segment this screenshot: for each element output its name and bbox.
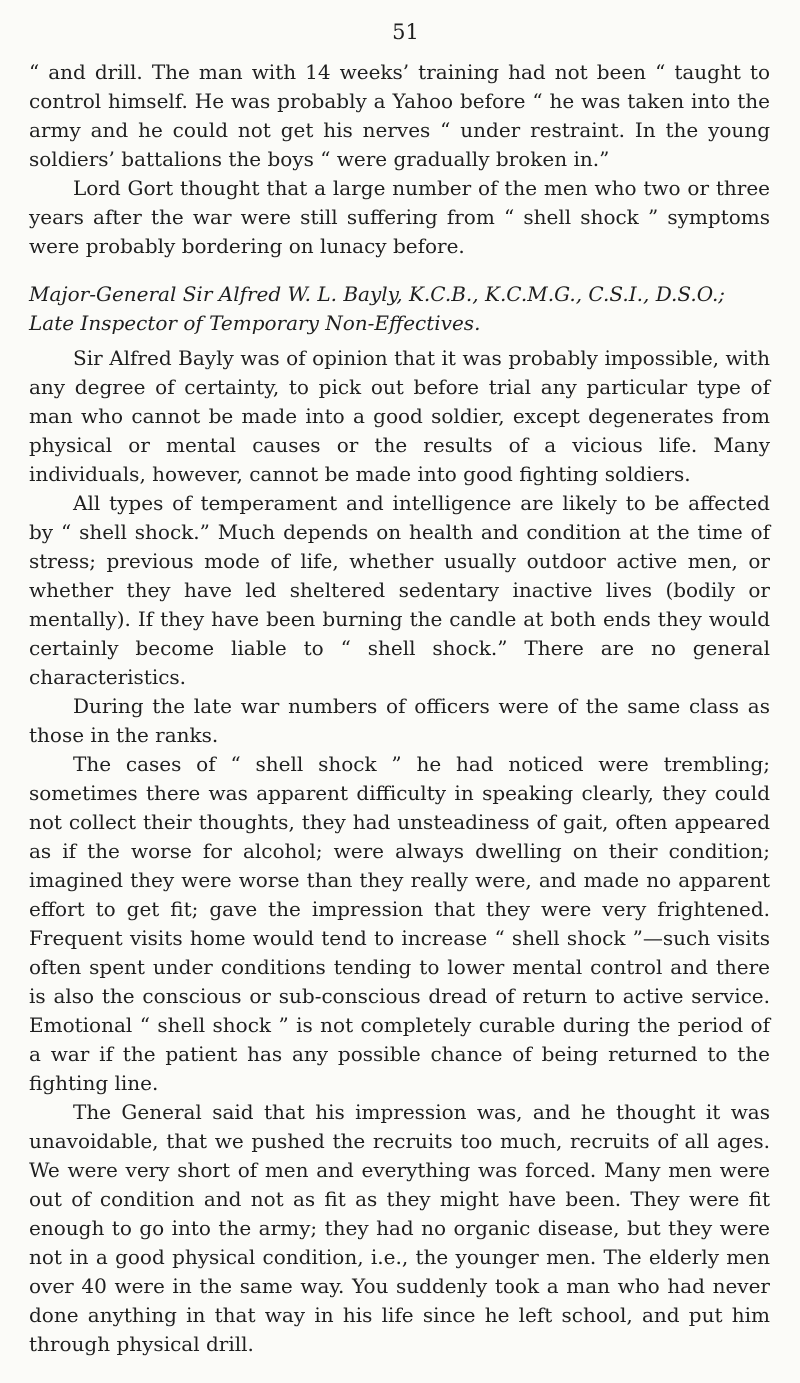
paragraph-general-impression: The General said that his impression was, and he thought it was unavoidable, that we pushed the recruits too much, recruits of all ages. We were very short of men and everything was forced. Many men were out of condition and not as fit as they might have been. They were fit enough to go into the army; they had no organic disease, but they were not in a good physical condition, i.e., the younger men. The elderly men over 40 were in the same way. You suddenly took a man who had never done anything in that way in his life since he left school, and put him through physical drill. xyxy=(29,1100,770,1356)
paragraph-officers: During the late war numbers of officers were of the same class as those in the ranks. xyxy=(29,694,770,747)
page-number: 51 xyxy=(392,20,419,44)
paragraph-lord-gort: Lord Gort thought that a large number of the men who two or three years after the war were still suffering from “ shell shock ” symptoms were probably bordering on lunacy before. xyxy=(29,176,770,258)
paragraph-temperament: All types of temperament and intelligence are likely to be affected by “ shell shock.” Much depends on health and condition at the time of stress; previous mode of life, whether usually outdoor active men, or whether they have led sheltered sedentary inactive lives (bodily or mentally). If they have been burning the candle at both ends they would certainly become liable to “ shell shock.” There are no general characteristics. xyxy=(29,491,770,689)
paragraph-symptoms: The cases of “ shell shock ” he had noticed were trembling; sometimes there was apparent difficulty in speaking clearly, they could not collect their thoughts, they had unsteadiness of gait, often appeared as if the worse for alcohol; were always dwelling on their condition; imagined they were worse than they really were, and made no apparent effort to get fit; gave the impression that they were very frightened. Frequent visits home would tend to increase “ shell shock ”—such visits often spent under conditions tending to lower mental control and there is also the conscious or sub-conscious dread of return to active service. Emotional “ shell shock ” is not completely curable during the period of a war if the patient has any possible chance of being returned to the fighting line. xyxy=(29,752,770,1095)
paragraph-bayly-opinion: Sir Alfred Bayly was of opinion that it was probably impossible, with any degree of certainty, to pick out before trial any particular type of man who cannot be made into a good soldier, except degenerates from physical or mental causes or the results of a vicious life. Many individuals, however, cannot be made into good fighting soldiers. xyxy=(29,346,770,486)
witness-heading: Major-General Sir Alfred W. L. Bayly, K.C.B., K.C.M.G., C.S.I., D.S.O.; Late Inspector of Temporary Non-Effectives. xyxy=(29,282,726,335)
paragraph-quote-continuation: “ and drill. The man with 14 weeks’ training had not been “ taught to control himself. He was probably a Yahoo before “ he was taken into the army and he could not get his nerves “ under restraint. In the young soldiers’ battalions the boys “ were gradually broken in.” xyxy=(29,60,770,171)
